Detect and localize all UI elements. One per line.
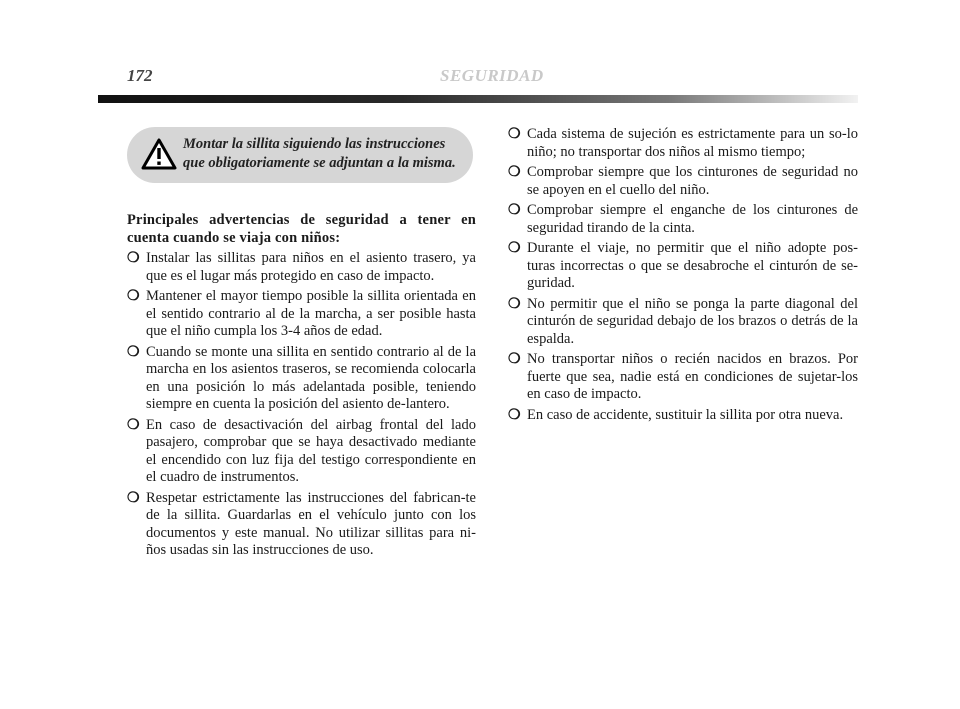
list-item-text: Comprobar siempre que los cinturones de seguridad no se apoyen en el cuello del niño.	[527, 164, 858, 198]
right-column	[508, 126, 858, 427]
list-item-text: No transportar niños o recién nacidos en brazos. Por fuerte que sea, nadie está en condiciones de sujetar-los en caso de impacto.	[527, 351, 858, 402]
list-item	[508, 407, 858, 425]
list-item	[127, 417, 476, 487]
list-item-text: Cuando se monte una sillita en sentido contrario al de la marcha en los asientos traseros, se recomienda colocarla en una posición lo más adelantada posible, teniendo siempre en cuenta la posición del asiento de-lantero.	[146, 343, 476, 412]
list-item	[127, 344, 476, 414]
list-item-text: Instalar las sillitas para niños en el asiento trasero, ya que es el lugar más protegido en caso de impacto.	[146, 250, 476, 284]
list-item-text: No permitir que el niño se ponga la parte diagonal del cinturón de seguridad debajo de los brazos o detrás de la espalda.	[527, 295, 858, 347]
list-item	[127, 288, 476, 341]
bullet-icon: ❍	[508, 203, 521, 218]
left-column	[127, 212, 476, 563]
list-item	[508, 351, 858, 404]
warning-text: Montar la sillita siguiendo las instrucciones que obligatoriamente se adjuntan a la misma.	[183, 136, 456, 171]
list-item-text: En caso de desactivación del airbag frontal del lado pasajero, comprobar que se haya desactivado mediante el encendido con luz fija del testigo correspondiente en el cuadro de instrumentos.	[146, 416, 476, 485]
section-title: SEGURIDAD	[440, 66, 544, 85]
list-item	[127, 250, 476, 285]
bullet-icon: ❍	[508, 241, 521, 256]
bullet-icon: ❍	[127, 344, 140, 360]
list-item	[508, 296, 858, 349]
list-item	[508, 202, 858, 237]
warning-triangle-icon	[141, 138, 177, 170]
list-item	[508, 126, 858, 161]
list-item-text: Cada sistema de sujeción es estrictamente para un so-lo niño; no transportar dos niños al mismo tiempo;	[527, 126, 858, 160]
list-item-text: Comprobar siempre el enganche de los cinturones de seguridad tirando de la cinta.	[527, 202, 858, 236]
right-bullet-list	[508, 126, 858, 424]
intro-heading: Principales advertencias de seguridad a tener en cuenta cuando se viaja con niños:	[127, 212, 476, 246]
bullet-icon: ❍	[127, 417, 140, 433]
bullet-icon: ❍	[508, 165, 521, 180]
header-rule	[98, 95, 858, 103]
left-bullet-list	[127, 250, 476, 560]
page-number: 172	[127, 66, 153, 85]
bullet-icon: ❍	[508, 296, 521, 312]
bullet-icon: ❍	[127, 490, 140, 506]
bullet-icon: ❍	[508, 407, 521, 423]
bullet-icon: ❍	[508, 352, 521, 367]
bullet-icon: ❍	[127, 251, 140, 266]
list-item-text: Respetar estrictamente las instrucciones del fabrican-te de la sillita. Guardarlas en el vehículo junto con los documentos y este manual. No utilizar sillitas para ni-ños usadas sin las instrucciones de uso.	[146, 489, 476, 558]
list-item-text: Durante el viaje, no permitir que el niño adopte pos-turas incorrectas o que se desabroche el cinturón de se-guridad.	[527, 240, 858, 291]
list-item-text: En caso de accidente, sustituir la sillita por otra nueva.	[527, 406, 844, 423]
list-item	[508, 240, 858, 293]
list-item	[508, 164, 858, 199]
list-item-text: Mantener el mayor tiempo posible la sillita orientada en el sentido contrario al de la marcha, a ser posible hasta que el niño cumpla los 3-4 años de edad.	[146, 288, 476, 339]
bullet-icon: ❍	[127, 289, 140, 304]
bullet-icon: ❍	[508, 127, 521, 142]
warning-box	[127, 127, 473, 183]
list-item	[127, 490, 476, 560]
